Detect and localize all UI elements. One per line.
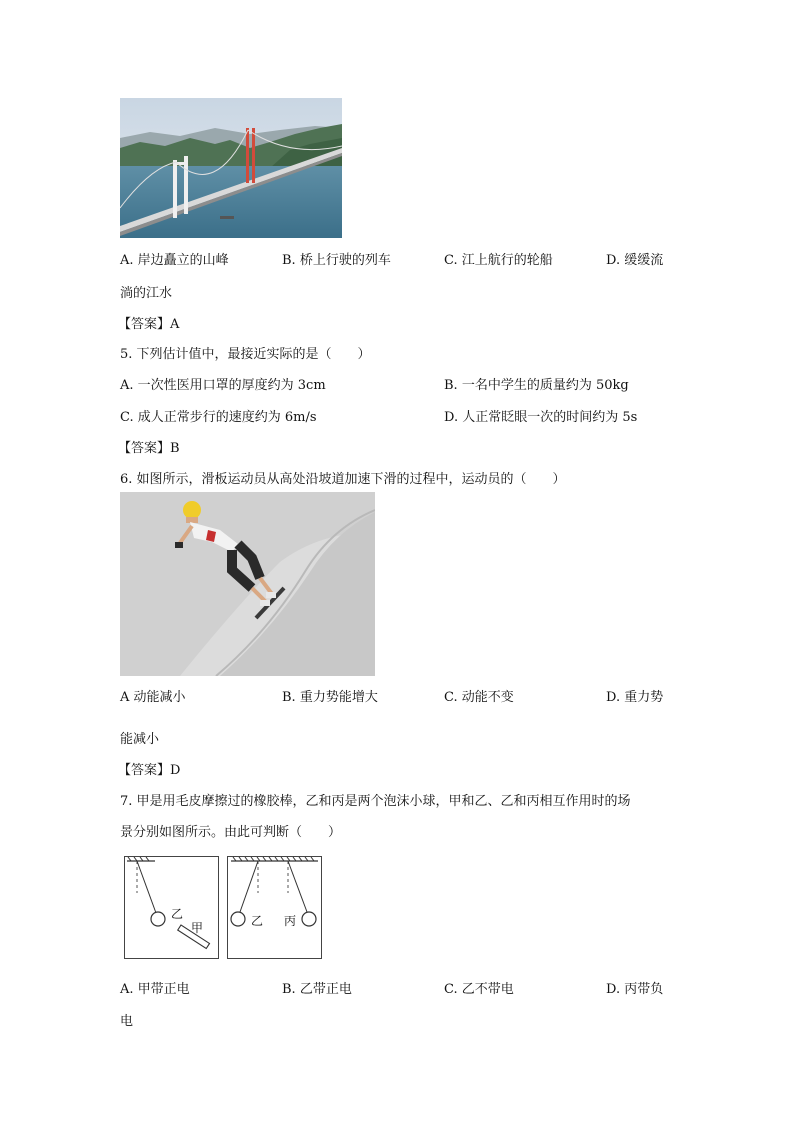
q7-option-c: C. 乙不带电 — [444, 982, 514, 997]
bridge-photo — [120, 98, 342, 238]
label-yi-left: 乙 — [171, 907, 184, 921]
q7-stem-line2: 景分别如图所示。由此可判断（ ） — [120, 825, 342, 840]
q6-answer: 【答案】D — [118, 763, 181, 778]
q4-option-a: A. 岸边矗立的山峰 — [120, 253, 229, 268]
q5-option-c: C. 成人正常步行的速度约为 6m/s — [120, 410, 317, 425]
label-jia: 甲 — [191, 921, 204, 935]
q4-option-d-continued: 淌的江水 — [120, 286, 173, 301]
label-yi-right: 乙 — [251, 914, 264, 928]
label-bing: 丙 — [284, 914, 297, 928]
q5-answer: 【答案】B — [118, 441, 180, 456]
q7-figure-left-panel — [124, 856, 219, 959]
q7-option-d-continued: 电 — [120, 1014, 134, 1029]
skateboard-photo — [120, 492, 375, 676]
q6-option-d-continued: 能减小 — [120, 732, 160, 747]
q5-option-a: A. 一次性医用口罩的厚度约为 3cm — [120, 378, 326, 393]
q6-option-a: A 动能减小 — [120, 690, 186, 705]
q4-answer: 【答案】A — [118, 317, 180, 332]
q5-option-b: B. 一名中学生的质量约为 50kg — [444, 378, 629, 393]
q7-option-a: A. 甲带正电 — [120, 982, 190, 997]
q4-option-b: B. 桥上行驶的列车 — [282, 253, 391, 268]
q7-option-d: D. 丙带负 — [606, 982, 664, 997]
q7-option-b: B. 乙带正电 — [282, 982, 352, 997]
q7-stem-line1: 7. 甲是用毛皮摩擦过的橡胶棒，乙和丙是两个泡沫小球，甲和乙、乙和丙相互作用时的场 — [120, 794, 631, 809]
q4-option-d: D. 缓缓流 — [606, 253, 664, 268]
q6-option-c: C. 动能不变 — [444, 690, 514, 705]
q6-option-d: D. 重力势 — [606, 690, 664, 705]
q5-stem: 5. 下列估计值中，最接近实际的是（ ） — [120, 347, 371, 362]
q7-figure-right-panel — [227, 856, 322, 959]
q6-stem: 6. 如图所示，滑板运动员从高处沿坡道加速下滑的过程中，运动员的（ ） — [120, 472, 566, 487]
q6-option-b: B. 重力势能增大 — [282, 690, 378, 705]
q5-option-d: D. 人正常眨眼一次的时间约为 5s — [444, 410, 638, 425]
q4-option-c: C. 江上航行的轮船 — [444, 253, 553, 268]
